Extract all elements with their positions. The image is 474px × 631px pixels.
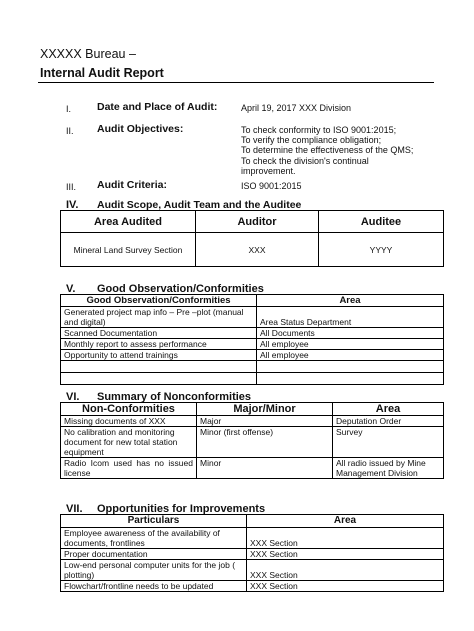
- objective-line: improvement.: [241, 165, 296, 176]
- table-header-row: [61, 295, 444, 307]
- table-cell: XXX Section: [247, 528, 444, 549]
- objective-line: To verify the compliance obligation;: [241, 135, 382, 146]
- title-divider: [38, 82, 434, 83]
- audit-objectives-label: Audit Objectives:: [97, 123, 184, 135]
- column-header: Area: [247, 515, 444, 528]
- table-cell: [61, 361, 257, 373]
- table-cell: Survey: [333, 427, 444, 458]
- table-cell: XXX Section: [247, 549, 444, 560]
- column-header: Auditor: [196, 211, 319, 233]
- report-title: Internal Audit Report: [40, 66, 164, 80]
- table-cell: All employee: [257, 350, 444, 361]
- bureau-name: XXXXX Bureau –: [40, 47, 136, 61]
- table-cell: Low-end personal computer units for the job ( plotting): [61, 560, 247, 581]
- table-row: [61, 458, 444, 479]
- table-row: [61, 233, 444, 267]
- table-row: [61, 350, 444, 361]
- improvements-table: [60, 514, 444, 592]
- improvements-heading: Opportunities for Improvements: [97, 503, 266, 515]
- table-cell: [257, 373, 444, 385]
- table-cell: Deputation Order: [333, 416, 444, 427]
- column-header: Area: [333, 403, 444, 416]
- table-cell: Opportunity to attend trainings: [61, 350, 257, 361]
- column-header: Area Audited: [61, 211, 196, 233]
- audit-scope-table: [60, 210, 444, 267]
- objective-line: To determine the effectiveness of the QMS;: [241, 145, 414, 156]
- table-row: [61, 361, 444, 373]
- table-row: [61, 581, 444, 592]
- table-row: [61, 339, 444, 350]
- table-cell: Flowchart/frontline needs to be updated: [61, 581, 247, 592]
- table-cell: [257, 361, 444, 373]
- item-number: II.: [66, 126, 74, 136]
- section-number: VII.: [66, 503, 83, 515]
- audit-objectives-list: [241, 125, 435, 176]
- table-cell: All employee: [257, 339, 444, 350]
- table-cell: Area Status Department: [257, 307, 444, 328]
- table-cell: XXX Section: [247, 560, 444, 581]
- nonconformities-table: [60, 402, 444, 479]
- audit-criteria-value: ISO 9001:2015: [241, 181, 302, 191]
- table-cell: All radio issued by Mine Management Division: [333, 458, 444, 479]
- section-number: VI.: [66, 391, 80, 403]
- table-cell: [61, 373, 257, 385]
- audit-scope-heading: Audit Scope, Audit Team and the Auditee: [97, 199, 302, 211]
- item-number: I.: [66, 104, 72, 114]
- table-row: [61, 560, 444, 581]
- table-cell: XXX Section: [247, 581, 444, 592]
- table-row: [61, 528, 444, 549]
- column-header: Major/Minor: [197, 403, 333, 416]
- audit-criteria-label: Audit Criteria:: [97, 179, 168, 191]
- column-header: Particulars: [61, 515, 247, 528]
- table-cell: Mineral Land Survey Section: [61, 233, 196, 267]
- column-header: Area: [257, 295, 444, 307]
- table-cell: All Documents: [257, 328, 444, 339]
- audit-date-label: Date and Place of Audit:: [97, 101, 218, 113]
- table-cell: XXX: [196, 233, 319, 267]
- nonconformities-heading: Summary of Nonconformities: [97, 391, 252, 403]
- table-cell: Scanned Documentation: [61, 328, 257, 339]
- audit-date-value: April 19, 2017 XXX Division: [241, 103, 352, 113]
- column-header: Non-Conformities: [61, 403, 197, 416]
- column-header: Auditee: [319, 211, 444, 233]
- table-row: [61, 427, 444, 458]
- table-cell: Proper documentation: [61, 549, 247, 560]
- table-cell: Minor: [197, 458, 333, 479]
- table-row: [61, 328, 444, 339]
- table-cell: Employee awareness of the availability of documents, frontlines: [61, 528, 247, 549]
- column-header: Good Observation/Conformities: [61, 295, 257, 307]
- table-row: [61, 373, 444, 385]
- table-header-row: [61, 211, 444, 233]
- good-observation-table: [60, 294, 444, 385]
- table-cell: YYYY: [319, 233, 444, 267]
- table-header-row: [61, 515, 444, 528]
- table-cell: Minor (first offense): [197, 427, 333, 458]
- good-observation-heading: Good Observation/Conformities: [97, 283, 264, 295]
- objective-line: To check the division's continual: [241, 155, 369, 166]
- table-cell: Monthly report to assess performance: [61, 339, 257, 350]
- table-cell: Major: [197, 416, 333, 427]
- table-row: [61, 549, 444, 560]
- table-row: [61, 416, 444, 427]
- section-number: IV.: [66, 199, 79, 211]
- table-cell: Generated project map info – Pre –plot (manual and digital): [61, 307, 257, 328]
- table-cell: No calibration and monitoring document for new total station equipment: [61, 427, 197, 458]
- objective-line: To check conformity to ISO 9001:2015;: [241, 125, 397, 135]
- table-cell: Missing documents of XXX: [61, 416, 197, 427]
- table-header-row: [61, 403, 444, 416]
- section-number: V.: [66, 283, 76, 295]
- item-number: III.: [66, 182, 77, 192]
- table-cell: Radio Icom used has no issued license: [61, 458, 197, 479]
- table-row: [61, 307, 444, 328]
